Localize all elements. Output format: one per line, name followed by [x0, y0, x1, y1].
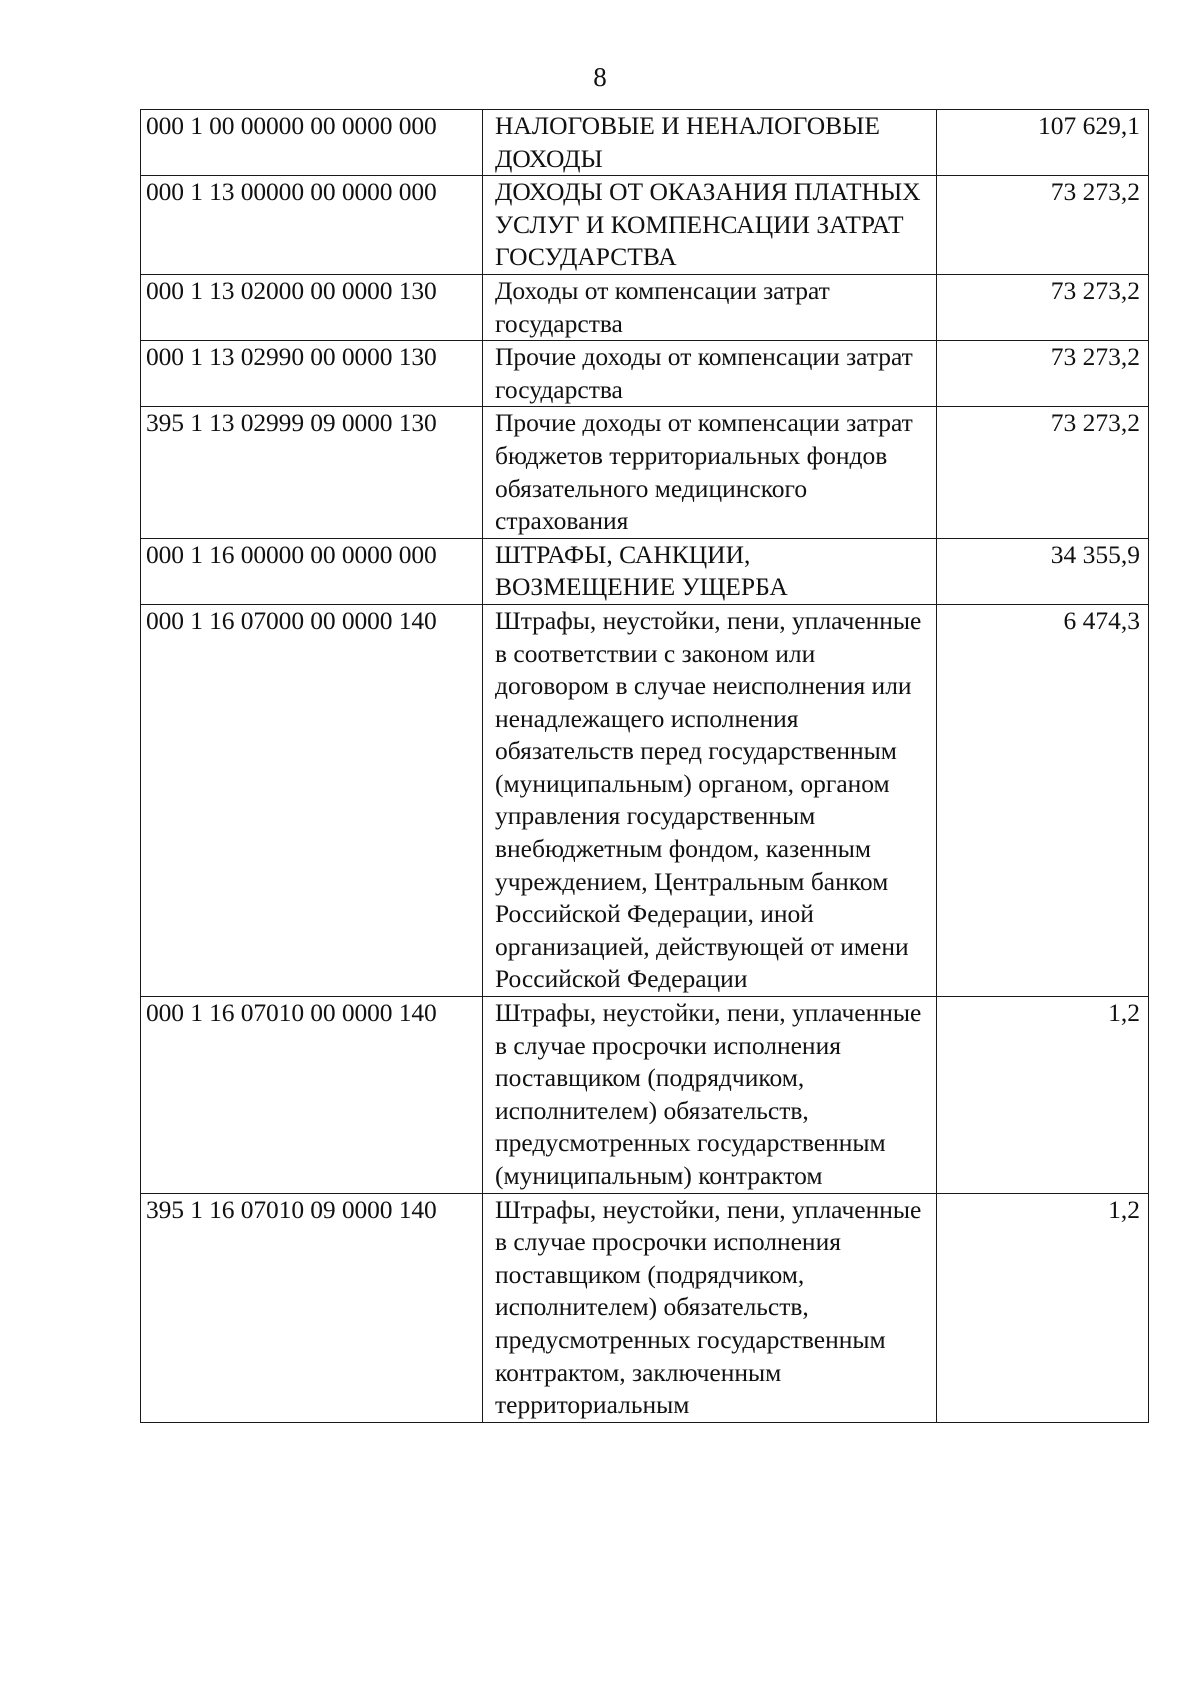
amount: 34 355,9 — [937, 538, 1149, 604]
income-name: ШТРАФЫ, САНКЦИИ, ВОЗМЕЩЕНИЕ УЩЕРБА — [483, 538, 937, 604]
budget-code: 000 1 16 07010 00 0000 140 — [141, 997, 483, 1194]
income-name: Прочие доходы от компенсации затрат государства — [483, 341, 937, 407]
budget-code: 000 1 16 00000 00 0000 000 — [141, 538, 483, 604]
amount: 1,2 — [937, 997, 1149, 1194]
amount: 73 273,2 — [937, 274, 1149, 340]
table-row — [141, 1193, 1149, 1422]
income-name: ДОХОДЫ ОТ ОКАЗАНИЯ ПЛАТНЫХ УСЛУГ И КОМПЕНСАЦИИ ЗАТРАТ ГОСУДАРСТВА — [483, 176, 937, 275]
budget-code: 395 1 13 02999 09 0000 130 — [141, 407, 483, 538]
table-row — [141, 274, 1149, 340]
amount: 6 474,3 — [937, 604, 1149, 996]
amount: 73 273,2 — [937, 407, 1149, 538]
revenue-table — [140, 109, 1149, 1423]
table-row — [141, 407, 1149, 538]
table-row — [141, 341, 1149, 407]
amount: 107 629,1 — [937, 110, 1149, 176]
budget-code: 000 1 13 00000 00 0000 000 — [141, 176, 483, 275]
page-number: 8 — [593, 62, 607, 92]
budget-code: 000 1 13 02990 00 0000 130 — [141, 341, 483, 407]
income-name: Прочие доходы от компенсации затрат бюджетов территориальных фондов обязательного медицинского страхования — [483, 407, 937, 538]
table-row — [141, 538, 1149, 604]
income-name: Штрафы, неустойки, пени, уплаченные в случае просрочки исполнения поставщиком (подрядчиком, исполнителем) обязательств, предусмотренных государственным (муниципальным) контрактом — [483, 997, 937, 1194]
budget-code: 395 1 16 07010 09 0000 140 — [141, 1193, 483, 1422]
table-row — [141, 110, 1149, 176]
table-row — [141, 604, 1149, 996]
amount: 73 273,2 — [937, 176, 1149, 275]
amount: 1,2 — [937, 1193, 1149, 1422]
budget-code: 000 1 13 02000 00 0000 130 — [141, 274, 483, 340]
income-name: Штрафы, неустойки, пени, уплаченные в соответствии с законом или договором в случае неисполнения или ненадлежащего исполнения обязательств перед государственным (муниципальным) органом, органом управления государственным внебюджетным фондом, казенным учреждением, Центральным банком Российской Федерации, иной организацией, действующей от имени Российской Федерации — [483, 604, 937, 996]
table-row — [141, 176, 1149, 275]
income-name: Штрафы, неустойки, пени, уплаченные в случае просрочки исполнения поставщиком (подрядчиком, исполнителем) обязательств, предусмотренных государственным контрактом, заключенным территориальным — [483, 1193, 937, 1422]
budget-code: 000 1 16 07000 00 0000 140 — [141, 604, 483, 996]
budget-code: 000 1 00 00000 00 0000 000 — [141, 110, 483, 176]
income-name: Доходы от компенсации затрат государства — [483, 274, 937, 340]
amount: 73 273,2 — [937, 341, 1149, 407]
table-row — [141, 997, 1149, 1194]
income-name: НАЛОГОВЫЕ И НЕНАЛОГОВЫЕ ДОХОДЫ — [483, 110, 937, 176]
